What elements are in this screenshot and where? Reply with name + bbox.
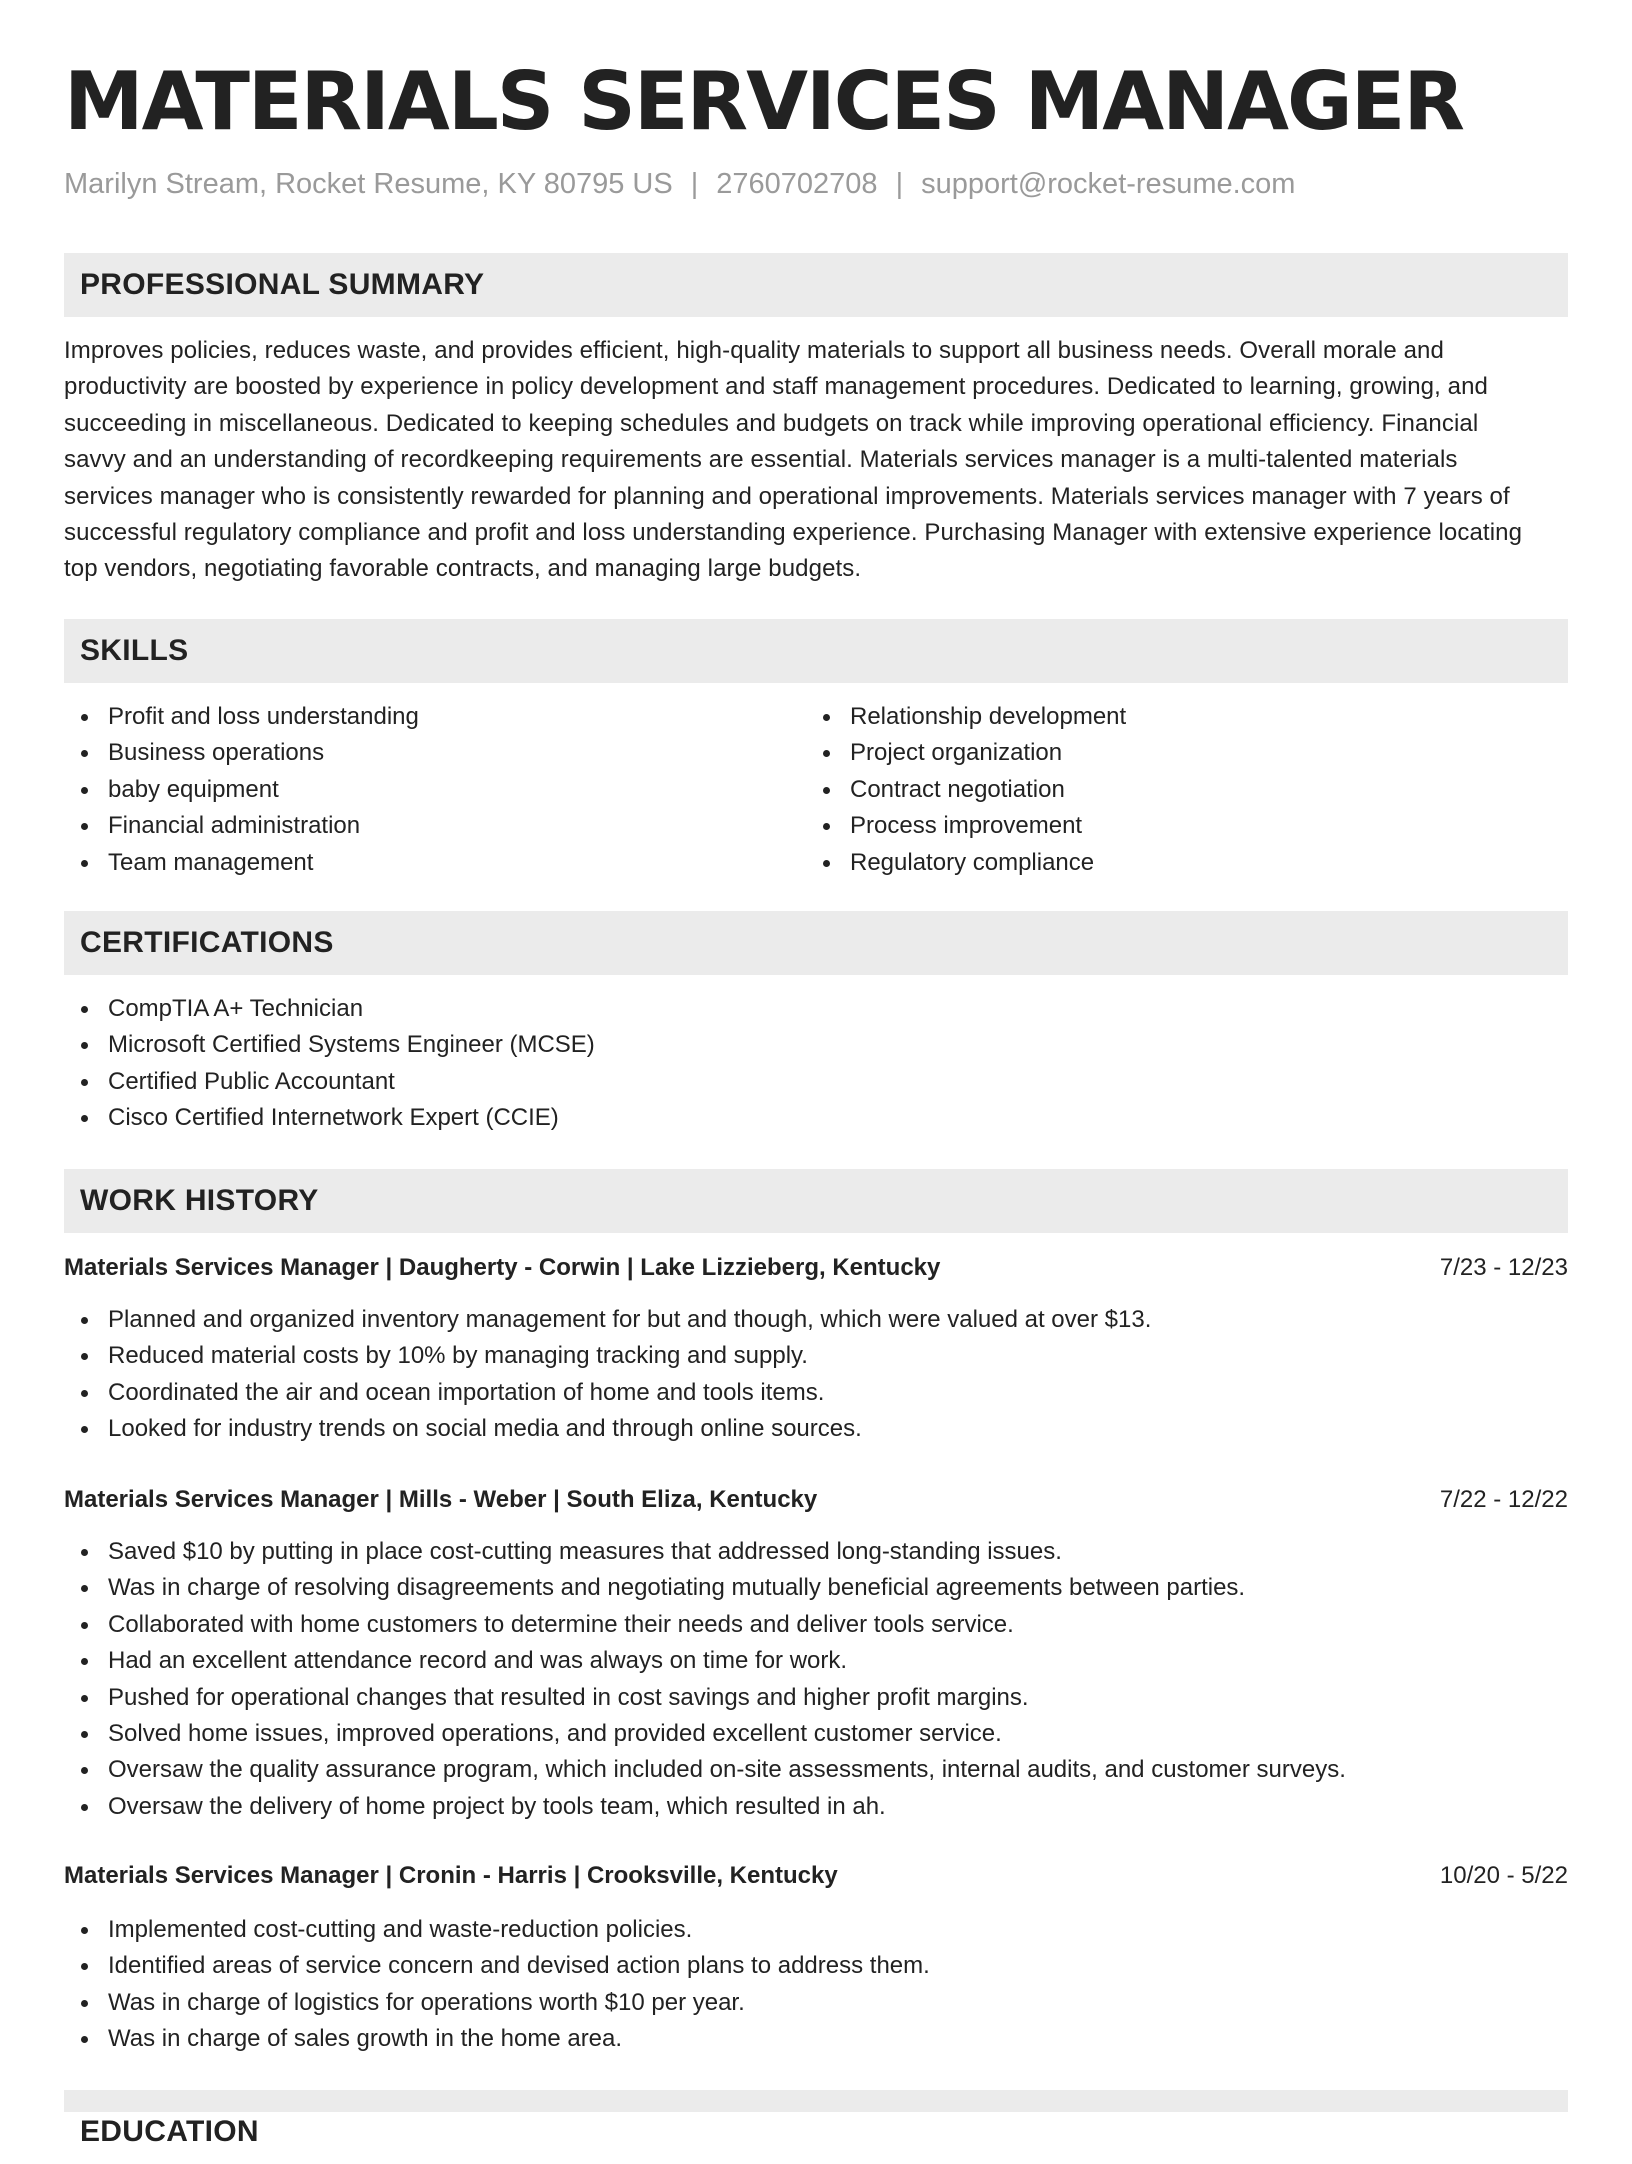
work-section-header (64, 1169, 1568, 1233)
skills-heading: SKILLS (80, 634, 189, 667)
certification-item: Microsoft Certified Systems Engineer (MCSE) (64, 1027, 595, 1063)
summary-section-header (64, 253, 1568, 317)
job-dates: 7/22 - 12/22 (1439, 1486, 1568, 1513)
certifications-list (64, 991, 595, 1137)
skill-item: Financial administration (64, 808, 419, 844)
contact-address: Marilyn Stream, Rocket Resume, KY 80795 US (64, 168, 673, 200)
contact-phone: 2760702708 (716, 168, 878, 200)
job-dates: 10/20 - 5/22 (1439, 1862, 1568, 1889)
job-bullet: Had an excellent attendance record and was always on time for work. (64, 1643, 1346, 1679)
contact-separator: | (895, 168, 904, 200)
skill-item: Process improvement (806, 808, 1126, 844)
skill-item: Relationship development (806, 699, 1126, 735)
job-bullet: Pushed for operational changes that resulted in cost savings and higher profit margins. (64, 1680, 1346, 1716)
job-bullets (64, 1534, 1346, 1825)
job-title: Materials Services Manager | Daugherty - Corwin | Lake Lizzieberg, Kentucky (64, 1254, 941, 1281)
skill-item: Profit and loss understanding (64, 699, 419, 735)
summary-line: productivity are boosted by experience in policy development and staff management procedures. Dedicated to learning, growing, and (64, 373, 1488, 401)
summary-heading: PROFESSIONAL SUMMARY (80, 268, 485, 301)
certification-item: Certified Public Accountant (64, 1064, 595, 1100)
job-title: Materials Services Manager | Mills - Weber | South Eliza, Kentucky (64, 1486, 818, 1513)
summary-text (64, 333, 1568, 588)
job-bullet: Oversaw the delivery of home project by tools team, which resulted in ah. (64, 1789, 1346, 1825)
education-section-header (64, 2090, 1568, 2148)
job-bullet: Was in charge of sales growth in the home area. (64, 2021, 930, 2057)
skill-item: baby equipment (64, 772, 419, 808)
job-header (64, 1858, 1568, 1894)
job-bullets (64, 1302, 1151, 1448)
certification-item: Cisco Certified Internetwork Expert (CCIE) (64, 1100, 595, 1136)
job-bullet: Coordinated the air and ocean importation of home and tools items. (64, 1375, 1151, 1411)
skills-list-left (64, 699, 419, 881)
resume-title: MATERIALS SERVICES MANAGER (64, 55, 1463, 148)
job-bullet: Identified areas of service concern and devised action plans to address them. (64, 1948, 930, 1984)
job-dates: 7/23 - 12/23 (1439, 1254, 1568, 1281)
job-bullet: Planned and organized inventory management for but and though, which were valued at over $13. (64, 1302, 1151, 1338)
contact-separator: | (690, 168, 699, 200)
work-heading: WORK HISTORY (80, 1184, 319, 1217)
summary-line: savvy and an understanding of recordkeeping requirements are essential. Materials services manager is a multi-talented materials (64, 446, 1458, 474)
job-bullet: Implemented cost-cutting and waste-reduction policies. (64, 1912, 930, 1948)
summary-line: top vendors, negotiating favorable contracts, and managing large budgets. (64, 555, 862, 583)
skill-item: Project organization (806, 735, 1126, 771)
job-bullet: Looked for industry trends on social media and through online sources. (64, 1411, 1151, 1447)
job-bullet: Reduced material costs by 10% by managing tracking and supply. (64, 1338, 1151, 1374)
job-bullet: Was in charge of logistics for operations worth $10 per year. (64, 1985, 930, 2021)
job-header (64, 1250, 1568, 1286)
skills-list-right (806, 699, 1126, 881)
skill-item: Team management (64, 845, 419, 881)
skills-section-header (64, 619, 1568, 683)
contact-email: support@rocket-resume.com (921, 168, 1296, 200)
job-bullet: Collaborated with home customers to determine their needs and deliver tools service. (64, 1607, 1346, 1643)
skill-item: Regulatory compliance (806, 845, 1126, 881)
job-title: Materials Services Manager | Cronin - Harris | Crooksville, Kentucky (64, 1862, 838, 1889)
job-bullet: Saved $10 by putting in place cost-cutting measures that addressed long-standing issues. (64, 1534, 1346, 1570)
summary-line: Improves policies, reduces waste, and provides efficient, high-quality materials to support all business needs. Overall morale and (64, 337, 1444, 364)
skill-item: Contract negotiation (806, 772, 1126, 808)
job-bullets (64, 1912, 930, 2058)
summary-line: succeeding in miscellaneous. Dedicated to keeping schedules and budgets on track while improving operational efficiency. Financial (64, 409, 1479, 437)
certification-item: CompTIA A+ Technician (64, 991, 595, 1027)
certifications-section-header (64, 911, 1568, 975)
certifications-heading: CERTIFICATIONS (80, 926, 334, 959)
job-bullet: Solved home issues, improved operations, and provided excellent customer service. (64, 1716, 1346, 1752)
skill-item: Business operations (64, 735, 419, 771)
job-header (64, 1482, 1568, 1518)
summary-line: successful regulatory compliance and profit and loss understanding experience. Purchasing Manager with extensive experience locating (64, 519, 1523, 547)
job-bullet: Oversaw the quality assurance program, which included on-site assessments, internal audits, and customer surveys. (64, 1752, 1346, 1788)
summary-line: services manager who is consistently rewarded for planning and operational improvements. Materials services manager with 7 years of (64, 482, 1510, 510)
education-heading: EDUCATION (80, 2115, 259, 2148)
contact-line (64, 164, 1295, 204)
job-bullet: Was in charge of resolving disagreements and negotiating mutually beneficial agreements between parties. (64, 1570, 1346, 1606)
